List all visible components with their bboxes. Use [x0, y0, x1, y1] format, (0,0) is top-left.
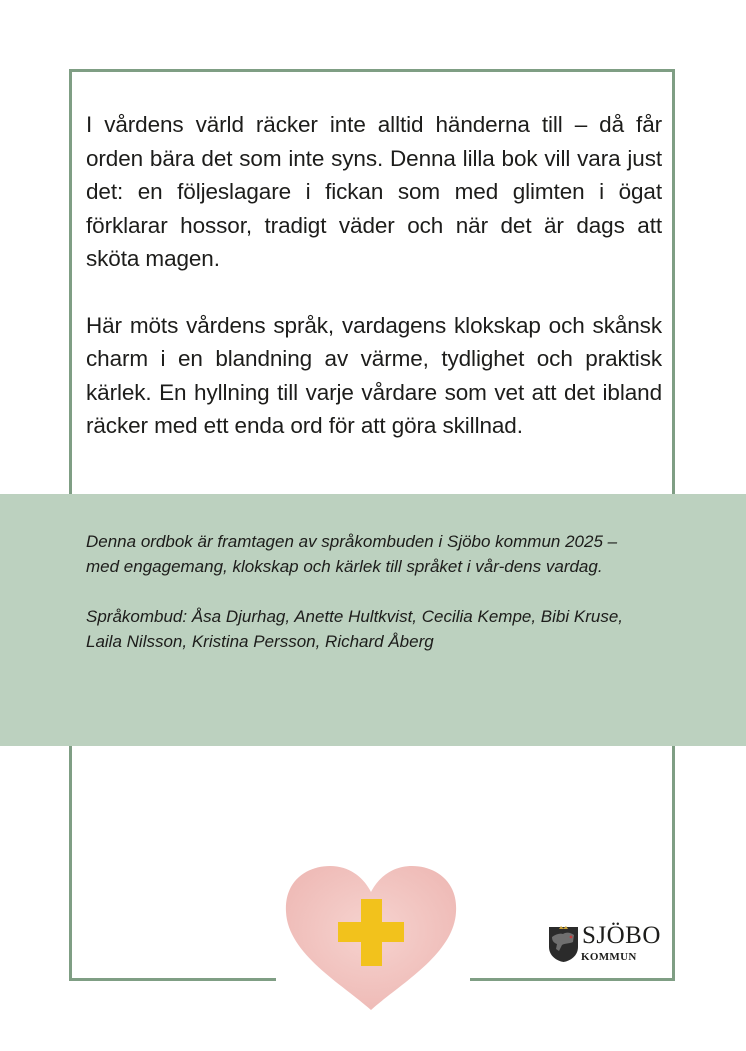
logo-name: SJÖBO [582, 922, 661, 949]
heart-with-cross-icon [282, 862, 460, 1012]
credits-text [86, 529, 646, 679]
intro-paragraph-1: I vårdens värld räcker inte alltid händerna till – då får orden bära det som inte syns. Denna lilla bok vill vara just det: en följeslagare i fickan som med glimten i ögat förklarar hossor, tradigt väder och när det är dags att sköta magen. [86, 112, 662, 271]
coat-of-arms-icon [548, 925, 579, 963]
logo-subtitle: KOMMUN [581, 951, 637, 963]
intro-text [86, 108, 662, 476]
credits-paragraph-2: Språkombud: Åsa Djurhag, Anette Hultkvist, Cecilia Kempe, Bibi Kruse, Laila Nilsson, Kristina Persson, Richard Åberg [86, 607, 624, 651]
intro-paragraph-2: Här möts vårdens språk, vardagens klokskap och skånsk charm i en blandning av värme, tydlighet och praktisk kärlek. En hyllning till varje vårdare som vet att det ibland räcker med ett enda ord för att göra skillnad. [86, 312, 662, 438]
sjobo-kommun-logo [548, 924, 668, 968]
credits-paragraph-1: Denna ordbok är framtagen av språkombuden i Sjöbo kommun 2025 – med engagemang, klokskap och kärlek till språket i vår-dens vardag. [86, 532, 618, 576]
